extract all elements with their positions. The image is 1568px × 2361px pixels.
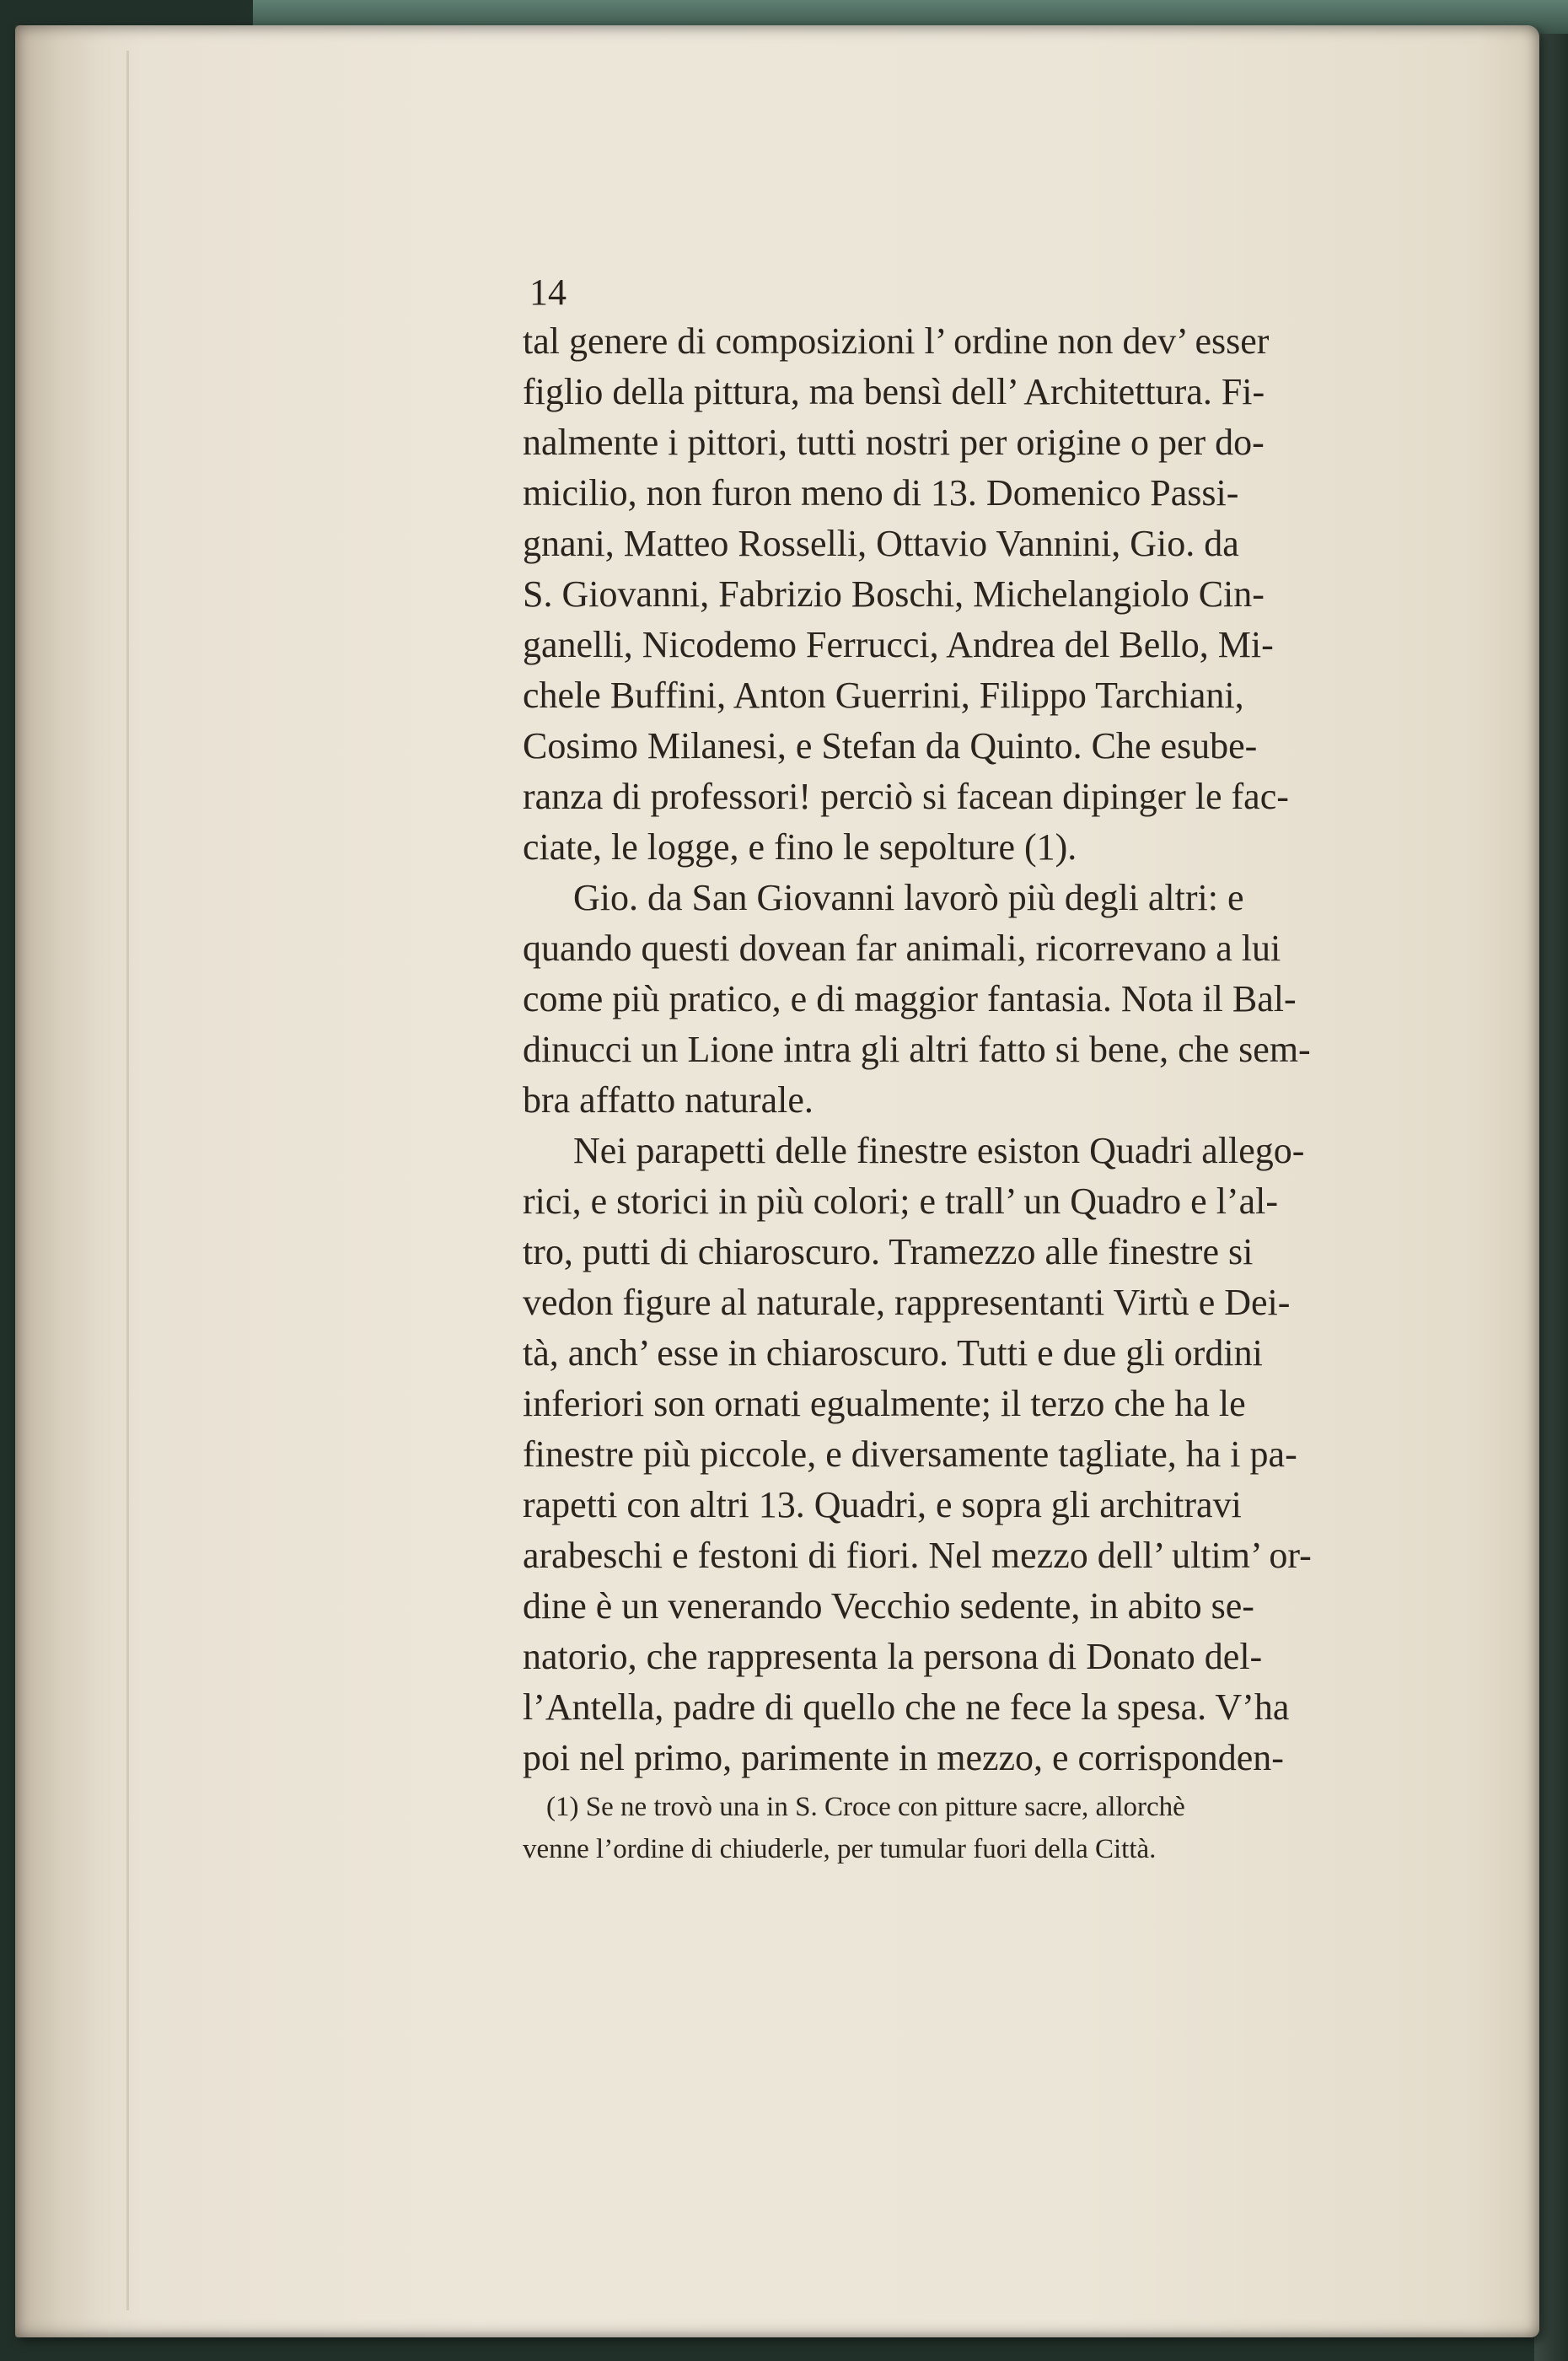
text-line: rapetti con altri 13. Quadri, e sopra gli architravi xyxy=(523,1484,1242,1525)
paragraph-3 xyxy=(523,1126,1416,1783)
text-line: natorio, che rappresenta la persona di Donato del- xyxy=(523,1636,1263,1677)
text-line: inferiori son ornati egualmente; il terzo che ha le xyxy=(523,1383,1246,1424)
page-fold xyxy=(126,51,129,2310)
page-number: 14 xyxy=(529,272,567,313)
text-line: ciate, le logge, e fino le sepolture (1). xyxy=(523,826,1077,868)
page-text-block xyxy=(523,274,1416,1783)
text-line: tro, putti di chiaroscuro. Tramezzo alle finestre si xyxy=(523,1231,1254,1272)
text-line: ranza di professori! perciò si facean dipinger le fac- xyxy=(523,776,1289,817)
text-line: S. Giovanni, Fabrizio Boschi, Michelangiolo Cin- xyxy=(523,573,1265,615)
paragraph-1 xyxy=(523,316,1416,873)
footnote-line: venne l’ordine di chiuderle, per tumular fuori della Città. xyxy=(523,1834,1157,1864)
text-line: dinucci un Lione intra gli altri fatto si bene, che sem- xyxy=(523,1029,1311,1070)
text-line: l’Antella, padre di quello che ne fece la spesa. V’ha xyxy=(523,1686,1290,1728)
text-line: micilio, non furon meno di 13. Domenico Passi- xyxy=(523,472,1239,514)
text-line: arabeschi e festoni di fiori. Nel mezzo dell’ ultim’ or- xyxy=(523,1535,1312,1576)
text-line: poi nel primo, parimente in mezzo, e corrisponden- xyxy=(523,1737,1284,1778)
text-line: Cosimo Milanesi, e Stefan da Quinto. Che esube- xyxy=(523,725,1258,766)
text-line: finestre più piccole, e diversamente tagliate, ha i pa- xyxy=(523,1433,1297,1475)
book-cover-right xyxy=(1534,34,1568,2361)
text-line: Gio. da San Giovanni lavorò più degli altri: e xyxy=(573,877,1244,918)
text-line: bra affatto naturale. xyxy=(523,1079,814,1121)
text-line: chele Buffini, Anton Guerrini, Filippo Tarchiani, xyxy=(523,675,1244,716)
text-line: vedon figure al naturale, rappresentanti Virtù e Dei- xyxy=(523,1282,1291,1323)
text-line: dine è un venerando Vecchio sedente, in abito se- xyxy=(523,1585,1254,1627)
text-line: Nei parapetti delle finestre esiston Quadri allego- xyxy=(573,1130,1305,1171)
text-line: figlio della pittura, ma bensì dell’ Architettura. Fi- xyxy=(523,371,1265,412)
footnote-block xyxy=(523,1786,1416,1870)
text-line: nalmente i pittori, tutti nostri per origine o per do- xyxy=(523,422,1265,463)
page-inner-margin xyxy=(15,25,142,2337)
text-line: ganelli, Nicodemo Ferrucci, Andrea del Bello, Mi- xyxy=(523,624,1274,665)
text-line: quando questi dovean far animali, ricorrevano a lui xyxy=(523,928,1281,969)
text-line: rici, e storici in più colori; e trall’ un Quadro e l’al- xyxy=(523,1180,1278,1222)
text-line: come più pratico, e di maggior fantasia. Nota il Bal- xyxy=(523,978,1297,1019)
text-line: gnani, Matteo Rosselli, Ottavio Vannini, Gio. da xyxy=(523,523,1239,564)
text-line: tal genere di composizioni l’ ordine non dev’ esser xyxy=(523,320,1270,362)
footnote-line: (1) Se ne trovò una in S. Croce con pitture sacre, allorchè xyxy=(546,1792,1185,1822)
text-line: tà, anch’ esse in chiaroscuro. Tutti e due gli ordini xyxy=(523,1332,1263,1374)
paragraph-2 xyxy=(523,873,1416,1126)
